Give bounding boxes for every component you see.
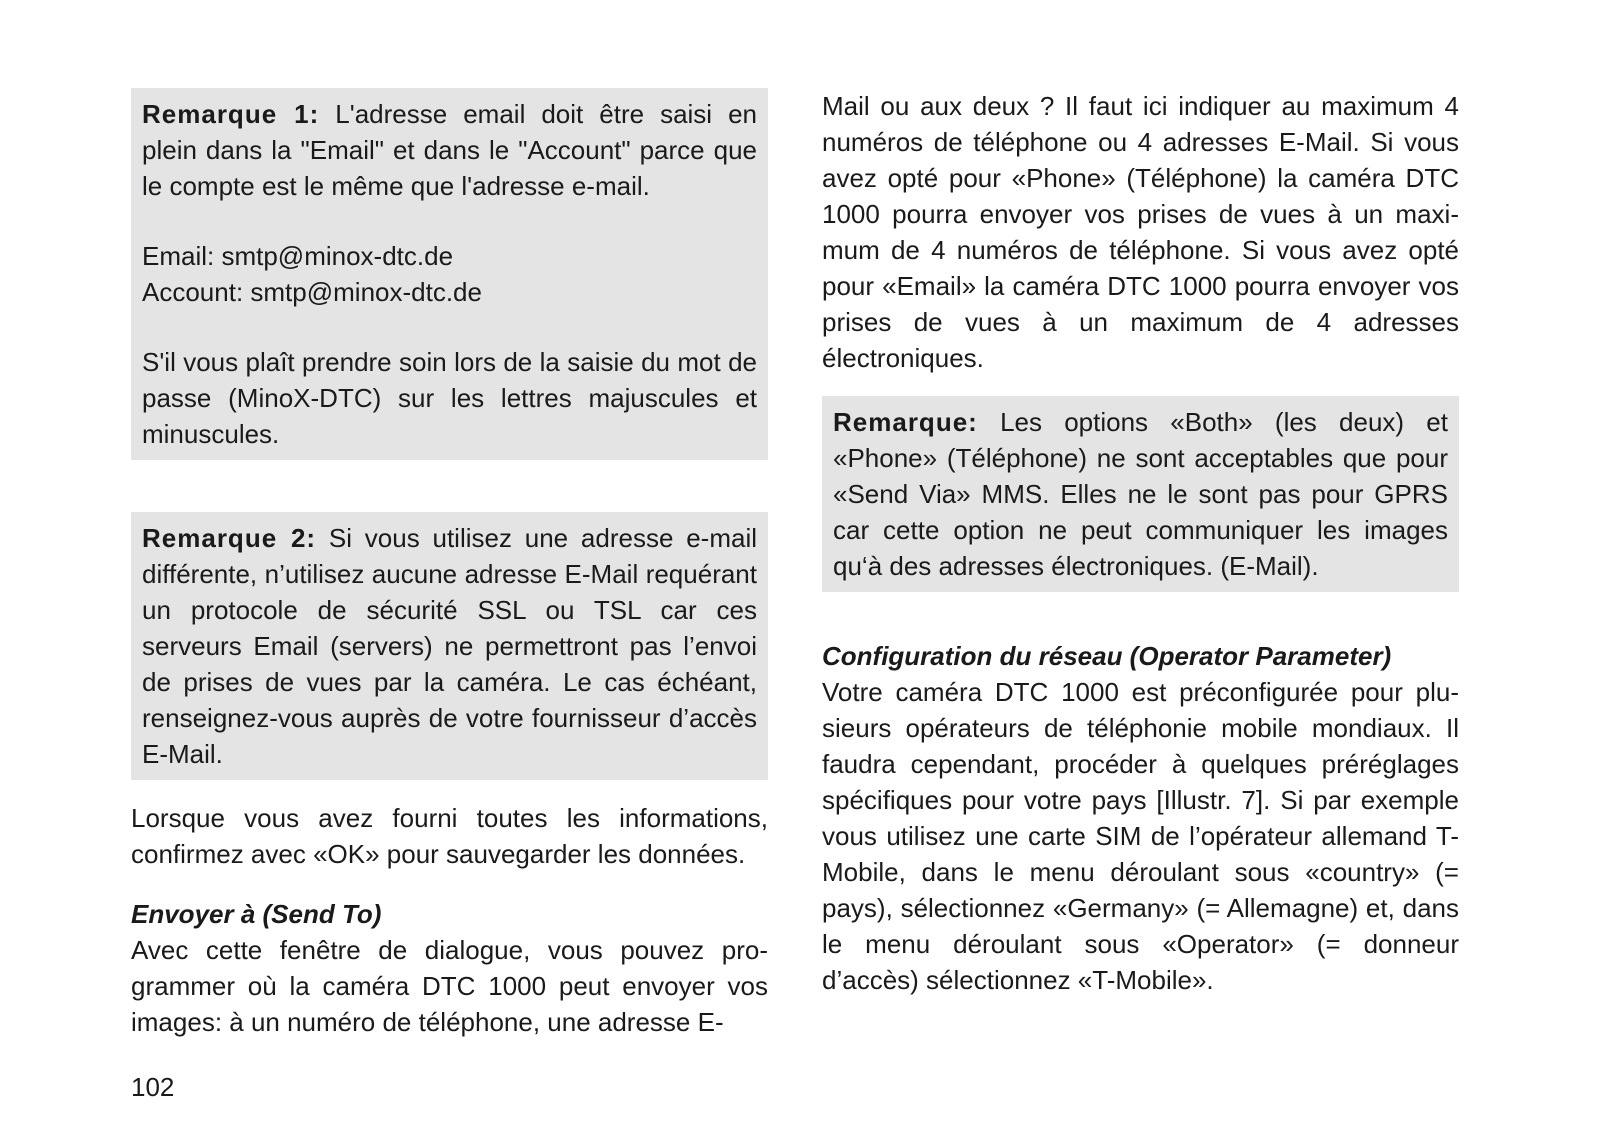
- remarque-label: Remarque:: [833, 407, 978, 437]
- operator-paragraph: Votre caméra DTC 1000 est préconfigurée pour plusieurs opérateurs de téléphonie mobile mondiaux. Il faudra cependant, procéder à quelques préréglages spécifiques pour votre pays [Illustr. 7]. Si par exemple vous utilisez une carte SIM de l’opérateur allemand T-Mobile, dans le menu déroulant sous «country» (= pays), sélectionnez «Germany» (= Allemagne) et, dans le menu déroulant sous «Operator» (= donneur d’accès) sélectionnez «T-Mobile».: [822, 677, 1459, 995]
- account-line: Account: smtp@minox-dtc.de: [142, 277, 482, 307]
- remarque-box: [822, 396, 1459, 592]
- email-line: Email: smtp@minox-dtc.de: [142, 241, 454, 271]
- page-number: 102: [131, 1072, 175, 1102]
- note-2-text: Si vous utilisez une adresse e-mail différente, n’utilisez aucune adresse E-Mail requérant un protocole de sécurité SSL ou TSL car ces serveurs Email (servers) ne permettront pas l’envoi de prises de vues par la caméra. Le cas échéant, renseignez-vous auprès de votre fournisseur d’accès E-Mail.: [142, 523, 758, 769]
- send-to-heading: Envoyer à (Send To): [131, 899, 382, 929]
- remarque-paragraph: [833, 404, 1448, 584]
- note-2-label: Remarque 2:: [142, 523, 317, 553]
- send-to-paragraph: Avec cette fenêtre de dialogue, vous pouvez programmer où la caméra DTC 1000 peut envoyer vos images: à un numéro de téléphone, une adresse E-: [131, 935, 768, 1037]
- note-1-box: [131, 88, 768, 460]
- note-2-paragraph: [142, 520, 757, 772]
- note-1-label: Remarque 1:: [142, 99, 320, 129]
- confirm-paragraph: Lorsque vous avez fourni toutes les informations, confirmez avec «OK» pour sauvegarder les données.: [131, 803, 768, 869]
- left-column: [131, 88, 768, 1040]
- operator-heading: Configuration du réseau (Operator Parameter): [822, 641, 1392, 671]
- note-1-text: L'adresse email doit être saisi en plein dans la "Email" et dans le "Account" parce que le compte est le même que l'adresse e-mail.: [142, 99, 758, 201]
- send-to-continued-paragraph: Mail ou aux deux ? Il faut ici indiquer au maximum 4 numéros de téléphone ou 4 adresses E-Mail. Si vous avez opté pour «Phone» (Téléphone) la caméra DTC 1000 pourra envoyer vos prises de vues à un maximum de 4 numéros de téléphone. Si vous avez opté pour «Email» la caméra DTC 1000 pourra envoyer vos prises de vues à un maximum de 4 adresses électroniques.: [822, 91, 1459, 373]
- note-1-paragraph: [142, 96, 757, 204]
- right-column: [822, 88, 1459, 998]
- password-note: S'il vous plaît prendre soin lors de la saisie du mot de passe (MinoX-DTC) sur les lettres majuscules et minuscules.: [142, 347, 757, 449]
- remarque-text: Les options «Both» (les deux) et «Phone» (Téléphone) ne sont acceptables que pour «Send Via» MMS. Elles ne le sont pas pour GPRS car cette option ne peut communiquer les images qu‘à des adresses électroniques. (E-Mail).: [833, 407, 1448, 581]
- account-details: [142, 238, 757, 310]
- note-2-box: [131, 512, 768, 780]
